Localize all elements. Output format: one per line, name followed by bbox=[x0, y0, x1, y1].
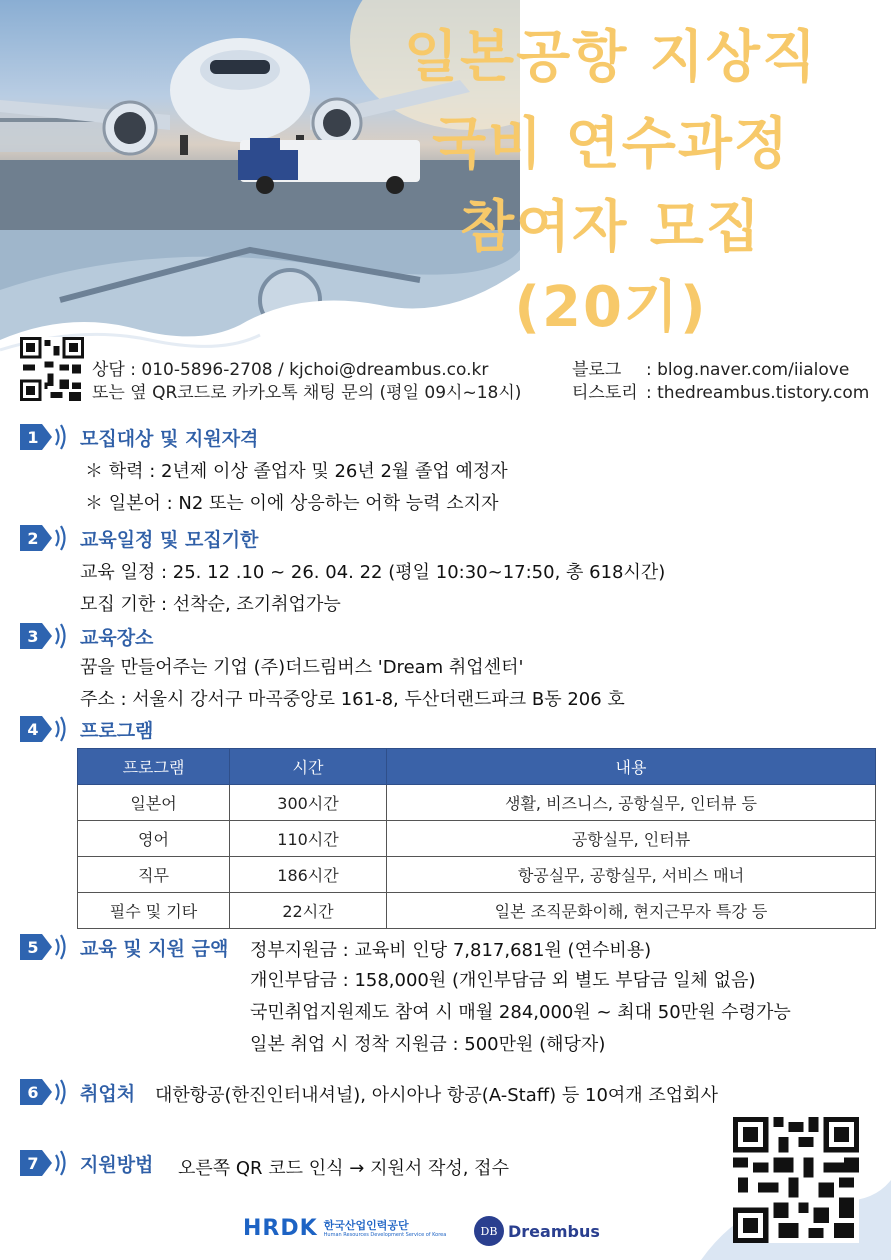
section-4-number: 4 bbox=[27, 720, 39, 739]
section-5-line-3: 국민취업지원제도 참여 시 매월 284,000원 ~ 최대 50만원 수령가능 bbox=[250, 1002, 791, 1023]
section-2-number-badge bbox=[18, 521, 68, 555]
section-4-title: 프로그램 bbox=[80, 720, 154, 742]
table-cell: 일본 조직문화이해, 현지근무자 특강 등 bbox=[387, 893, 876, 929]
section-5-line-4: 일본 취업 시 정착 지원금 : 500만원 (해당자) bbox=[250, 1034, 606, 1055]
table-row bbox=[78, 857, 876, 893]
tistory-label: 티스토리 bbox=[572, 383, 638, 403]
table-cell: 공항실무, 인터뷰 bbox=[387, 821, 876, 857]
blog-label: 블로그 bbox=[572, 360, 622, 380]
section-5-number-badge bbox=[18, 930, 68, 964]
hero-title-line-1: 일본공항 지상직 bbox=[403, 25, 819, 90]
section-7-number-badge bbox=[18, 1146, 68, 1180]
section-3-line-2: 주소 : 서울시 강서구 마곡중앙로 161-8, 두산더랜드파크 B동 206 호 bbox=[80, 689, 625, 710]
header-hours: 시간 bbox=[230, 749, 387, 785]
table-cell: 항공실무, 공항실무, 서비스 매너 bbox=[387, 857, 876, 893]
program-table bbox=[77, 748, 876, 929]
table-cell: 필수 및 기타 bbox=[78, 893, 230, 929]
dreambus-logo bbox=[474, 1216, 600, 1246]
hrdk-logo-mark: HRDK bbox=[243, 1216, 318, 1241]
program-table-header-row bbox=[78, 749, 876, 785]
table-row bbox=[78, 785, 876, 821]
section-1-title: 모집대상 및 지원자격 bbox=[80, 428, 259, 450]
section-3-line-1: 꿈을 만들어주는 기업 (주)더드림버스 'Dream 취업센터' bbox=[80, 657, 524, 678]
section-5-line-1: 정부지원금 : 교육비 인당 7,817,681원 (연수비용) bbox=[250, 940, 652, 961]
section-6-number: 6 bbox=[27, 1083, 39, 1102]
section-6-title: 취업처 bbox=[80, 1083, 136, 1105]
section-3-number: 3 bbox=[27, 627, 39, 646]
dreambus-logo-mark: DB bbox=[474, 1216, 504, 1246]
contact-phone-email: 상담 : 010-5896-2708 / kjchoi@dreambus.co.kr bbox=[92, 360, 489, 380]
section-3-title: 교육장소 bbox=[80, 627, 154, 649]
section-2-line-2: 모집 기한 : 선착순, 조기취업가능 bbox=[80, 594, 341, 615]
table-cell: 영어 bbox=[78, 821, 230, 857]
table-cell: 일본어 bbox=[78, 785, 230, 821]
hero-title-line-3: 참여자 모집 bbox=[460, 195, 762, 260]
table-cell: 300시간 bbox=[230, 785, 387, 821]
header-content: 내용 bbox=[387, 749, 876, 785]
hrdk-name: 한국산업인력공단 bbox=[323, 1218, 409, 1232]
hrdk-sub: Human Resources Development Service of Korea bbox=[323, 1231, 447, 1238]
section-3-number-badge bbox=[18, 619, 68, 653]
hrdk-logo bbox=[243, 1216, 446, 1241]
section-1-line-1: ＊ 학력 : 2년제 이상 졸업자 및 26년 2월 졸업 예정자 bbox=[85, 461, 508, 482]
section-6-number-badge bbox=[18, 1075, 68, 1109]
table-cell: 186시간 bbox=[230, 857, 387, 893]
table-cell: 직무 bbox=[78, 857, 230, 893]
hero-title-line-4: (20기) bbox=[514, 275, 708, 340]
dreambus-name: Dreambus bbox=[508, 1221, 600, 1241]
tistory-link[interactable]: : thedreambus.tistory.com bbox=[646, 383, 870, 403]
hero-title-line-2: 국비 연수과정 bbox=[431, 112, 791, 177]
header-program: 프로그램 bbox=[78, 749, 230, 785]
section-5-number: 5 bbox=[27, 938, 39, 957]
table-row bbox=[78, 893, 876, 929]
table-cell: 22시간 bbox=[230, 893, 387, 929]
application-qr-code-icon[interactable] bbox=[733, 1117, 859, 1243]
table-cell: 생활, 비즈니스, 공항실무, 인터뷰 등 bbox=[387, 785, 876, 821]
section-1-number: 1 bbox=[27, 428, 39, 447]
section-5-title: 교육 및 지원 금액 bbox=[80, 938, 229, 960]
section-2-line-1: 교육 일정 : 25. 12 .10 ~ 26. 04. 22 (평일 10:30~17:50, 총 618시간) bbox=[80, 562, 666, 583]
table-cell: 110시간 bbox=[230, 821, 387, 857]
section-4-number-badge bbox=[18, 712, 68, 746]
table-row bbox=[78, 821, 876, 857]
section-1-number-badge bbox=[18, 420, 68, 454]
section-5-line-2: 개인부담금 : 158,000원 (개인부담금 외 별도 부담금 일체 없음) bbox=[250, 970, 756, 991]
contact-kakao-note: 또는 옆 QR코드로 카카오톡 채팅 문의 (평일 09시~18시) bbox=[92, 383, 522, 403]
section-2-number: 2 bbox=[27, 529, 39, 548]
section-7-title: 지원방법 bbox=[80, 1154, 154, 1176]
kakao-qr-code-icon[interactable] bbox=[20, 337, 84, 401]
section-6-line-1: 대한항공(한진인터내셔널), 아시아나 항공(A-Staff) 등 10여개 조업회사 bbox=[155, 1085, 718, 1106]
section-2-title: 교육일정 및 모집기한 bbox=[80, 529, 259, 551]
section-1-line-2: ＊ 일본어 : N2 또는 이에 상응하는 어학 능력 소지자 bbox=[85, 493, 499, 514]
section-7-number: 7 bbox=[27, 1154, 39, 1173]
blog-link[interactable]: : blog.naver.com/iialove bbox=[646, 360, 850, 380]
section-7-line-1: 오른쪽 QR 코드 인식 → 지원서 작성, 접수 bbox=[178, 1158, 509, 1179]
